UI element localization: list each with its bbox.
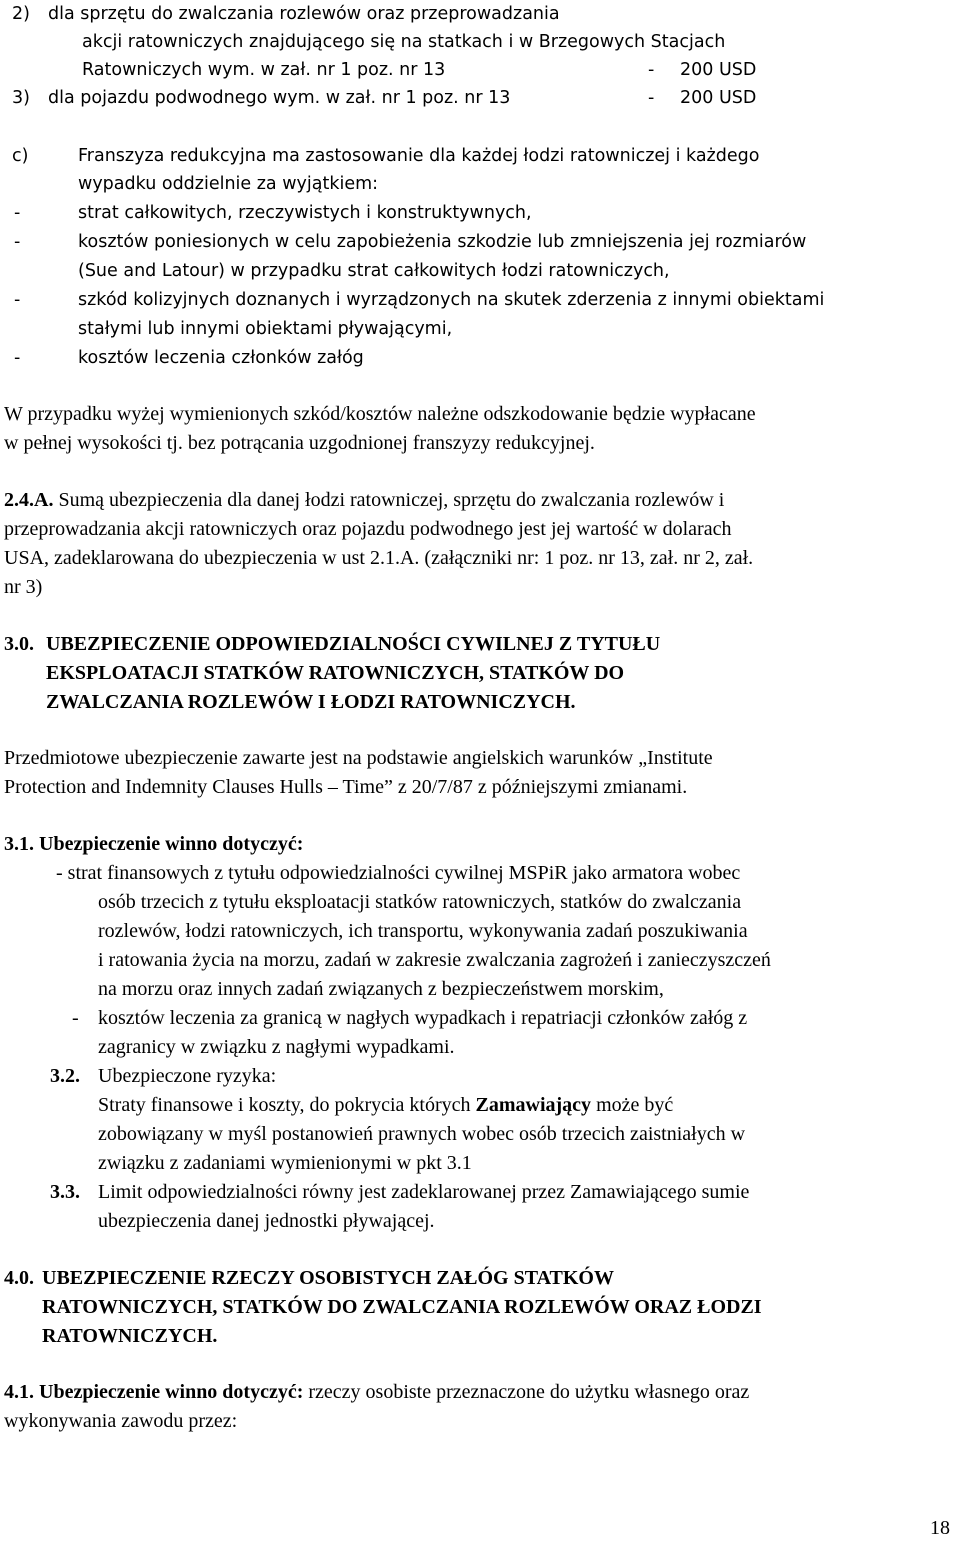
section-3-1-item2-dash: -	[72, 1007, 79, 1029]
section-3-1-item2-line: zagranicy w związku z nagłymi wypadkami.	[98, 1036, 455, 1058]
section-3-0-heading-line3: ZWALCZANIA ROZLEWÓW I ŁODZI RATOWNICZYCH.	[46, 691, 576, 713]
section-3-2-line2: zobowiązany w myśl postanowień prawnych wobec osób trzecich zaistniałych w	[98, 1123, 746, 1145]
section-3-2-line3: związku z zadaniami wymienionymi w pkt 3.1	[98, 1152, 472, 1174]
bullet-text: szkód kolizyjnych doznanych i wyrządzonych na skutek zderzenia z innymi obiektami	[78, 290, 825, 310]
section-3-1-title: Ubezpieczenie winno dotyczyć:	[39, 833, 304, 855]
section-3-1-item1-line: osób trzecich z tytułu eksploatacji statków ratowniczych, statków do zwalczania	[98, 891, 742, 913]
bullet-text: (Sue and Latour) w przypadku strat całkowitych łodzi ratowniczych,	[78, 261, 670, 281]
section-3-3-number: 3.3.	[50, 1181, 80, 1203]
section-3-0-number: 3.0.	[4, 633, 34, 655]
section-2-4-a-line1	[4, 486, 724, 515]
section-3-2-line1-bold: Zamawiający	[475, 1094, 592, 1116]
bullet-text: strat całkowitych, rzeczywistych i konstruktywnych,	[78, 203, 532, 223]
section-4-1-number: 4.1.	[4, 1381, 34, 1403]
section-3-0-heading-line2: EKSPLOATACJI STATKÓW RATOWNICZYCH, STATKÓW DO	[46, 662, 625, 684]
item-3-dash: -	[648, 88, 655, 108]
section-2-4-a-text: Sumą ubezpieczenia dla danej łodzi ratowniczej, sprzętu do zwalczania rozlewów i	[58, 489, 725, 511]
section-c-line2: wypadku oddzielnie za wyjątkiem:	[78, 174, 379, 194]
paragraph-przedmiot-line2: Protection and Indemnity Clauses Hulls – Time” z 20/7/87 z późniejszymi zmianami.	[4, 776, 688, 798]
section-3-2-line1	[98, 1091, 673, 1120]
paragraph-przedmiot-line1: Przedmiotowe ubezpieczenie zawarte jest na podstawie angielskich warunków „Institute	[4, 747, 713, 769]
item-2-line3: Ratowniczych wym. w zał. nr 1 poz. nr 13	[82, 60, 446, 80]
section-3-1-item1-line: - strat finansowych z tytułu odpowiedzialności cywilnej MSPiR jako armatora wobec	[56, 862, 741, 884]
bullet-text: kosztów leczenia członków załóg	[78, 348, 364, 368]
bullet-dash: -	[14, 348, 21, 368]
section-4-1-line1-post: rzeczy osobiste przeznaczone do użytku własnego oraz	[303, 1381, 750, 1403]
section-2-4-a-line4: nr 3)	[4, 576, 43, 598]
section-4-0-heading-line2: RATOWNICZYCH, STATKÓW DO ZWALCZANIA ROZLEWÓW ORAZ ŁODZI	[42, 1296, 762, 1318]
section-4-0-heading-line1: UBEZPIECZENIE RZECZY OSOBISTYCH ZAŁÓG STATKÓW	[42, 1267, 614, 1289]
section-4-1-line2: wykonywania zawodu przez:	[4, 1410, 238, 1432]
section-3-2-line1-pre: Straty finansowe i koszty, do pokrycia których	[98, 1094, 476, 1116]
section-4-0-heading-line3: RATOWNICZYCH.	[42, 1325, 218, 1347]
bullet-text: stałymi lub innymi obiektami pływającymi,	[78, 319, 453, 339]
section-4-1-line1	[4, 1378, 749, 1407]
item-2-number: 2)	[12, 4, 30, 24]
section-3-1-item1-line: na morzu oraz innych zadań związanych z bezpieczeństwem morskim,	[98, 978, 664, 1000]
item-2-line1: dla sprzętu do zwalczania rozlewów oraz przeprowadzania	[48, 4, 560, 24]
section-3-1-item1-line: i ratowania życia na morzu, zadań w zakresie zwalczania zagrożeń i zanieczyszczeń	[98, 949, 771, 971]
bullet-dash: -	[14, 290, 21, 310]
bullet-text: kosztów poniesionych w celu zapobieżenia szkodzie lub zmniejszenia jej rozmiarów	[78, 232, 807, 252]
section-2-4-a-line3: USA, zadeklarowana do ubezpieczenia w ust 2.1.A. (załączniki nr: 1 poz. nr 13, zał. nr 2, zał.	[4, 547, 754, 569]
section-c-label: c)	[12, 146, 29, 166]
item-2-dash: -	[648, 60, 655, 80]
item-2-line2: akcji ratowniczych znajdującego się na statkach i w Brzegowych Stacjach	[82, 32, 726, 52]
section-3-3-line1: Limit odpowiedzialności równy jest zadeklarowanej przez Zamawiającego sumie	[98, 1181, 750, 1203]
section-3-1-number: 3.1.	[4, 833, 34, 855]
section-3-2-number: 3.2.	[50, 1065, 80, 1087]
paragraph-w-line2: w pełnej wysokości tj. bez potrącania uzgodnionej franszyzy redukcyjnej.	[4, 432, 595, 454]
section-4-0-number: 4.0.	[4, 1267, 34, 1289]
section-3-3-line2: ubezpieczenia danej jednostki pływającej.	[98, 1210, 435, 1232]
section-2-4-a-line2: przeprowadzania akcji ratowniczych oraz pojazdu podwodnego jest jej wartość w dolarach	[4, 518, 732, 540]
item-3-amount: 200 USD	[680, 88, 757, 108]
section-3-2-title: Ubezpieczone ryzyka:	[98, 1065, 277, 1087]
section-3-0-heading-line1: UBEZPIECZENIE ODPOWIEDZIALNOŚCI CYWILNEJ Z TYTUŁU	[46, 633, 661, 655]
section-2-4-a-number: 2.4.A.	[4, 489, 54, 511]
section-3-1-item1-line: rozlewów, łodzi ratowniczych, ich transportu, wykonywania zadań poszukiwania	[98, 920, 748, 942]
page-number: 18	[930, 1517, 950, 1539]
item-3-line1: dla pojazdu podwodnego wym. w zał. nr 1 poz. nr 13	[48, 88, 511, 108]
item-2-amount: 200 USD	[680, 60, 757, 80]
section-3-2-line1-post: może być	[591, 1094, 674, 1116]
item-3-number: 3)	[12, 88, 30, 108]
bullet-dash: -	[14, 232, 21, 252]
section-3-1-heading	[4, 830, 303, 859]
section-3-1-item2-line: kosztów leczenia za granicą w nagłych wypadkach i repatriacji członków załóg z	[98, 1007, 748, 1029]
paragraph-w-line1: W przypadku wyżej wymienionych szkód/kosztów należne odszkodowanie będzie wypłacane	[4, 403, 756, 425]
section-c-line1: Franszyza redukcyjna ma zastosowanie dla każdej łodzi ratowniczej i każdego	[78, 146, 760, 166]
section-4-1-title: Ubezpieczenie winno dotyczyć:	[39, 1381, 304, 1403]
bullet-dash: -	[14, 203, 21, 223]
